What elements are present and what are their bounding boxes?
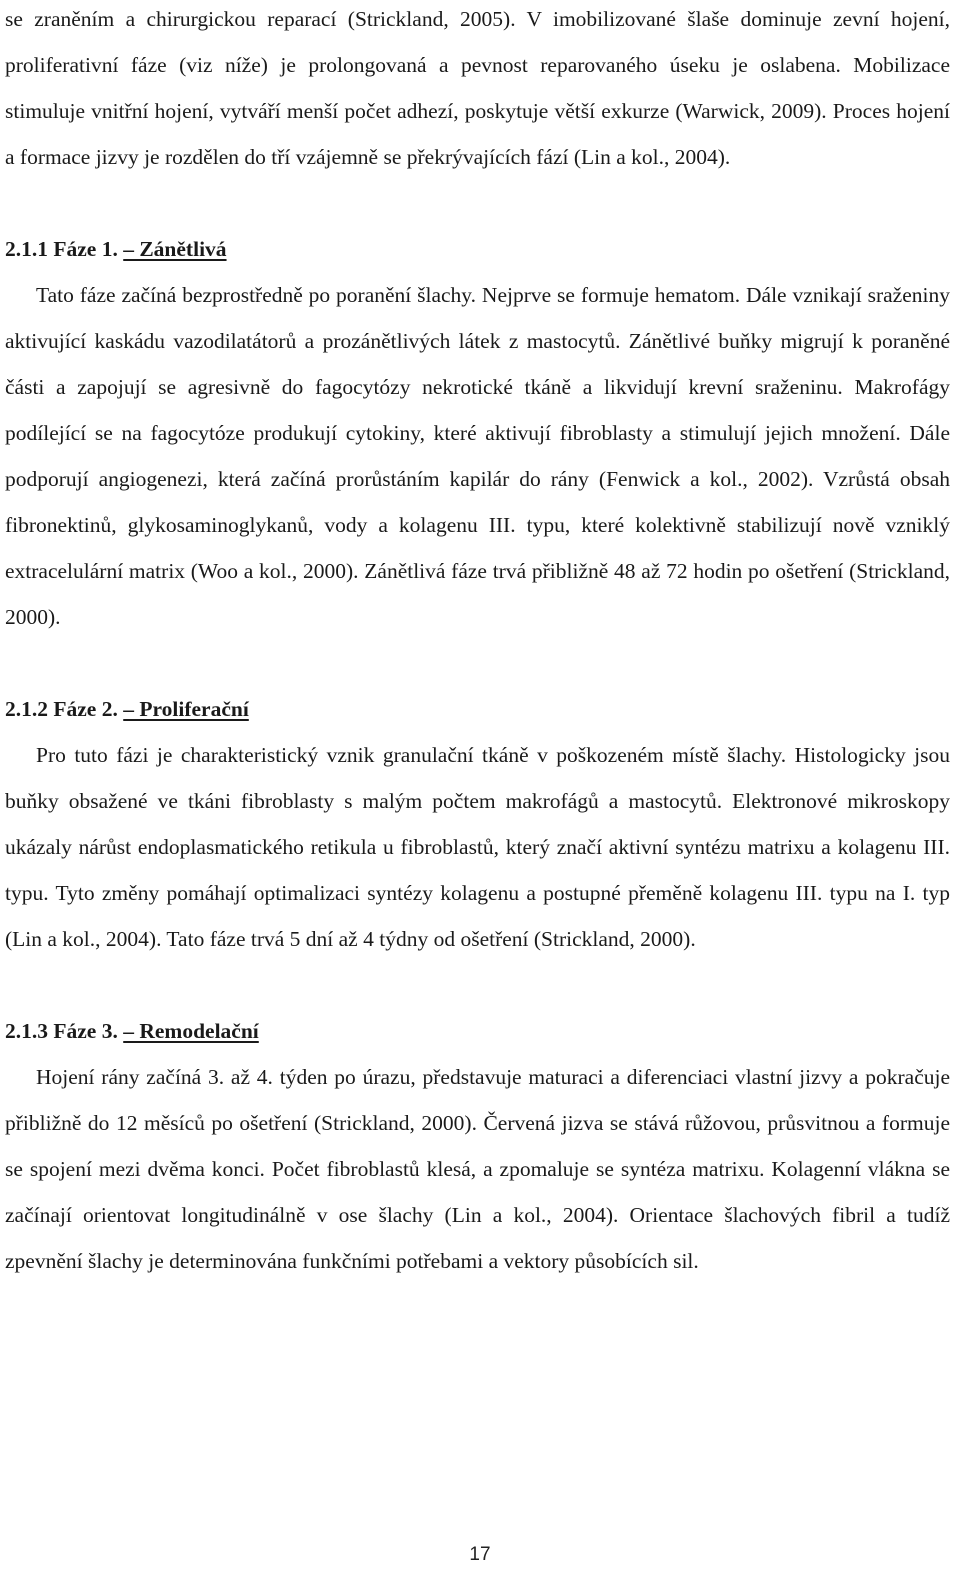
section-paragraph-faze-2: Pro tuto fázi je charakteristický vznik granulační tkáně v poškozeném místě šlachy. Histologicky jsou buňky obsažené ve tkáni fibroblasty s malým počtem makrofágů a mastocytů. Elektronové mikroskopy ukázaly nárůst endoplasmatického retikula u fibroblastů, který značí aktivní syntézu matrixu a kolagenu III. typu. Tyto změny pomáhají optimalizaci syntézy kolagenu a postupné přeměně kolagenu III. typu na I. typ (Lin a kol., 2004). Tato fáze trvá 5 dní až 4 týdny od ošetření (Strickland, 2000). [5,743,950,951]
section-paragraph-faze-3: Hojení rány začíná 3. až 4. týden po úrazu, představuje maturaci a diferenciaci vlastní jizvy a pokračuje přibližně do 12 měsíců po ošetření (Strickland, 2000). Červená jizva se stává růžovou, průsvitnou a formuje se spojení mezi dvěma konci. Počet fibroblastů klesá, a zpomaluje se syntéza matrixu. Kolagenní vlákna se začínají orientovat longitudinálně v ose šlachy (Lin a kol., 2004). Orientace šlachových fibril a tudíž zpevnění šlachy je determinována funkčními potřebami a vektory působících sil. [5,1065,950,1273]
section-number: 2.1.3 Fáze 3. [5,1019,124,1043]
spacer [5,962,950,1008]
section-heading-faze-1 [5,226,950,272]
spacer [5,640,950,686]
page-number: 17 [469,1544,491,1565]
document-page [5,0,950,1284]
section-heading-faze-3 [5,1008,950,1054]
section-heading-faze-2 [5,686,950,732]
section-title: – Proliferační [123,697,249,721]
section-number: 2.1.1 Fáze 1. [5,237,124,261]
section-paragraph-faze-1: Tato fáze začíná bezprostředně po poranění šlachy. Nejprve se formuje hematom. Dále vznikají sraženiny aktivující kaskádu vazodilatátorů a prozánětlivých látek z mastocytů. Zánětlivé buňky migrují k poraněné části a zapojují se agresivně do fagocytózy nekrotické tkáně a likvidují krevní sraženinu. Makrofágy podílející se na fagocytóze produkují cytokiny, které aktivují fibroblasty a stimulují jejich množení. Dále podporují angiogenezi, která začíná prorůstáním kapilár do rány (Fenwick a kol., 2002). Vzrůstá obsah fibronektinů, glykosaminoglykanů, vody a kolagenu III. typu, které kolektivně stabilizují nově vzniklý extracelulární matrix (Woo a kol., 2000). Zánětlivá fáze trvá přibližně 48 až 72 hodin po ošetření (Strickland, 2000). [5,283,950,629]
section-title: – Remodelační [123,1019,259,1043]
section-number: 2.1.2 Fáze 2. [5,697,124,721]
spacer [5,180,950,226]
section-title: – Zánětlivá [123,237,227,261]
intro-paragraph: se zraněním a chirurgickou reparací (Strickland, 2005). V imobilizované šlaše dominuje zevní hojení, proliferativní fáze (viz níže) je prolongovaná a pevnost reparovaného úseku je oslabena. Mobilizace stimuluje vnitřní hojení, vytváří menší počet adhezí, poskytuje větší exkurze (Warwick, 2009). Proces hojení a formace jizvy je rozdělen do tří vzájemně se překrývajících fází (Lin a kol., 2004). [5,7,950,169]
